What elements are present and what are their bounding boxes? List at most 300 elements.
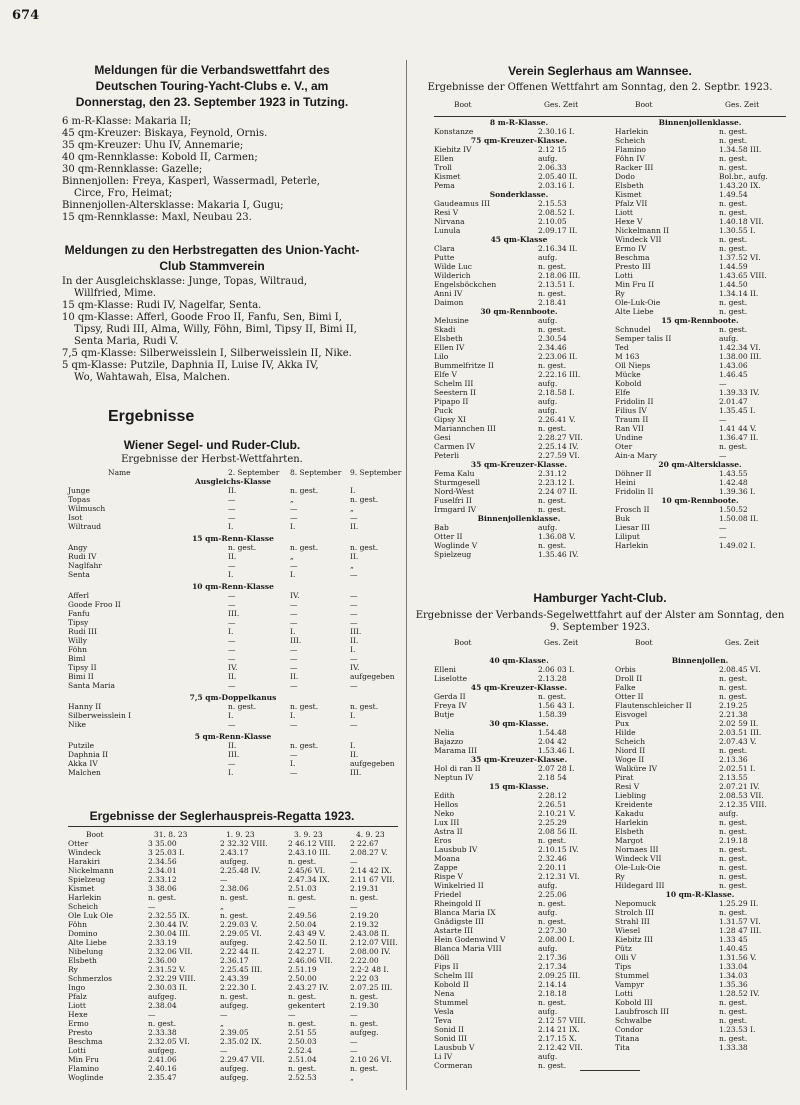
result-cell-2: 2.29.47 VII. xyxy=(220,1055,265,1064)
table-row xyxy=(615,244,787,253)
result-cell-1: n. gest. xyxy=(719,127,748,136)
table-row xyxy=(434,271,604,280)
result-cell-0: Oll Nieps xyxy=(615,361,651,370)
result-cell-1: 2.18.41 xyxy=(538,298,567,307)
result-cell-0: Windeck xyxy=(68,848,101,857)
table-row xyxy=(615,181,787,190)
table-row xyxy=(68,681,398,690)
result-cell-4: 2.22 03 xyxy=(350,974,379,983)
result-cell-1: 2.19.18 xyxy=(719,836,748,845)
result-cell-3: 2.50.03 xyxy=(288,1037,317,1046)
table-row xyxy=(615,424,787,433)
table-row xyxy=(434,325,604,334)
result-cell-3: II. xyxy=(350,522,359,531)
table-row xyxy=(434,998,604,1007)
table-row xyxy=(434,145,604,154)
header-spacer xyxy=(434,647,604,656)
column-header-1: Ges. Zeit xyxy=(725,638,760,647)
class-heading: Binnenjollenklasse. xyxy=(477,514,561,523)
result-cell-0: Kobold II xyxy=(434,980,469,989)
result-cell-2: IV. xyxy=(290,591,300,600)
class-heading: 15 qm-Klasse. xyxy=(489,782,549,791)
table-row xyxy=(68,504,398,513)
result-cell-0: Moana xyxy=(434,854,460,863)
result-cell-1: aufg. xyxy=(538,908,558,917)
result-cell-2: „ xyxy=(290,552,294,561)
result-cell-0: Schelm III xyxy=(434,379,474,388)
result-cell-0: Nornaes III xyxy=(615,845,659,854)
result-cell-4: 2.19.31 xyxy=(350,884,379,893)
table-row xyxy=(434,442,604,451)
table-row xyxy=(434,289,604,298)
result-cell-0: Tipsy II xyxy=(68,663,97,672)
result-cell-1: aufg. xyxy=(538,154,558,163)
result-cell-1: n. gest. xyxy=(719,1034,748,1043)
result-cell-2: — xyxy=(290,645,298,654)
class-heading: 35 qm-Kreuzer-Klasse. xyxy=(470,755,568,764)
table-row xyxy=(615,944,787,953)
result-cell-1: I. xyxy=(228,522,234,531)
result-cell-1: 1.35.45 I. xyxy=(719,406,756,415)
class-heading: Binnenjollen. xyxy=(671,656,729,665)
table-row xyxy=(615,953,787,962)
uyc-entries xyxy=(62,276,357,384)
result-cell-1: 1.34.58 III. xyxy=(719,145,762,154)
result-cell-1: — xyxy=(228,654,236,663)
result-cell-0: Nena xyxy=(434,989,455,998)
table-row xyxy=(434,989,604,998)
result-cell-1: n. gest. xyxy=(538,1061,567,1070)
class-heading: 45 qm-Klasse xyxy=(490,235,548,244)
result-cell-3: n. gest. xyxy=(350,702,379,711)
table-row xyxy=(434,181,604,190)
result-cell-0: Nike xyxy=(68,720,86,729)
result-cell-2: 2.43.17 xyxy=(220,848,249,857)
result-cell-0: Fridolin II xyxy=(615,487,654,496)
result-cell-1: 2.13.28 xyxy=(538,674,567,683)
result-cell-0: Nickelmann II xyxy=(615,226,670,235)
result-cell-1: 2.13.55 xyxy=(719,773,748,782)
result-cell-2: — xyxy=(290,663,298,672)
table-row xyxy=(615,487,787,496)
table-row xyxy=(615,532,787,541)
table-row xyxy=(615,199,787,208)
table-row xyxy=(615,998,787,1007)
result-cell-1: 2.13.36 xyxy=(719,755,748,764)
table-row xyxy=(434,127,604,136)
result-cell-1: n. gest. xyxy=(719,154,748,163)
table-row xyxy=(68,522,398,531)
result-cell-0: Carmen IV xyxy=(434,442,475,451)
result-cell-1: aufg. xyxy=(538,881,558,890)
wannsee-title: Verein Seglerhaus am Wannsee. xyxy=(508,64,692,78)
result-cell-0: Orbis xyxy=(615,665,636,674)
table-row xyxy=(434,980,604,989)
result-cell-1: 2.08.52 I. xyxy=(538,208,575,217)
table-row xyxy=(615,352,787,361)
table-row xyxy=(68,1046,398,1055)
entry-line: Wo, Wahtawah, Elsa, Malchen. xyxy=(74,372,231,383)
table-row xyxy=(68,965,398,974)
result-cell-0: Elfe V xyxy=(434,370,457,379)
result-cell-1: 2.03.16 I. xyxy=(538,181,575,190)
result-cell-1: 2.32.55 IX. xyxy=(148,911,190,920)
result-cell-3: — xyxy=(350,600,358,609)
result-cell-1: II. xyxy=(228,741,237,750)
result-cell-0: Woglinde V xyxy=(434,541,478,550)
result-cell-2: „ xyxy=(220,902,224,911)
result-cell-3: n. gest. xyxy=(350,543,379,552)
result-cell-1: 3 35.00 xyxy=(148,839,177,848)
result-cell-3: — xyxy=(350,570,358,579)
class-heading: Ausgleichs-Klasse xyxy=(194,477,271,486)
result-cell-0: Ry xyxy=(615,289,625,298)
result-cell-1: 2.30.16 I. xyxy=(538,127,575,136)
result-cell-0: Fips II xyxy=(434,962,459,971)
result-cell-1: 2.34.56 xyxy=(148,857,177,866)
result-cell-0: Neko xyxy=(434,809,455,818)
result-cell-3: I. xyxy=(350,486,356,495)
result-cell-1: 2.12 15 xyxy=(538,145,567,154)
table-row xyxy=(68,902,398,911)
result-cell-0: Pfalz VII xyxy=(615,199,648,208)
result-cell-1: — xyxy=(228,759,236,768)
table-row xyxy=(615,719,787,728)
result-cell-4: — xyxy=(350,1037,358,1046)
result-cell-0: Wilmusch xyxy=(68,504,106,513)
result-cell-0: Schwalbe xyxy=(615,1016,652,1025)
result-cell-1: 2.25.29 xyxy=(538,818,567,827)
result-cell-3: „ xyxy=(350,504,354,513)
result-cell-1: — xyxy=(228,561,236,570)
result-cell-3: — xyxy=(350,681,358,690)
wiener-title: Wiener Segel- und Ruder-Club. xyxy=(123,438,301,452)
result-cell-1: 2.35.47 xyxy=(148,1073,177,1082)
result-cell-0: Ran VII xyxy=(615,424,644,433)
result-cell-3: 2.51.19 xyxy=(288,965,317,974)
wannsee-subtitle: Ergebnisse der Offenen Wettfahrt am Sonntag, den 2. Septbr. 1923. xyxy=(427,82,773,93)
result-cell-0: Döll xyxy=(434,953,450,962)
column-header-0: Boot xyxy=(86,830,104,839)
result-cell-2: 2.36.17 xyxy=(220,956,249,965)
table-row xyxy=(615,791,787,800)
result-cell-0: Mariannchen III xyxy=(434,424,496,433)
result-cell-1: 2.17.15 X. xyxy=(538,1034,577,1043)
result-cell-3: 2.43.10 III. xyxy=(288,848,331,857)
result-cell-1: n. gest. xyxy=(719,199,748,208)
result-cell-1: 2.30.54 xyxy=(538,334,567,343)
result-cell-2: n. gest. xyxy=(220,911,249,920)
table-row xyxy=(615,307,787,316)
result-cell-1: 2.24 07 II. xyxy=(538,487,578,496)
result-cell-1: aufgeg. xyxy=(148,1046,177,1055)
result-cell-0: Rudi III xyxy=(68,627,97,636)
result-cell-0: Junge xyxy=(68,486,90,495)
table-row xyxy=(434,406,604,415)
result-cell-2: „ xyxy=(290,495,294,504)
table-row xyxy=(615,926,787,935)
result-cell-0: Alte Liebe xyxy=(615,307,654,316)
table-row xyxy=(68,938,398,947)
result-cell-1: — xyxy=(719,451,727,460)
result-cell-0: Kakadu xyxy=(615,809,644,818)
result-cell-0: Clara xyxy=(434,244,455,253)
entry-line: Binnenjollen: Freya, Kasperl, Wassermadl, Peterle, xyxy=(62,176,320,187)
result-cell-1: 1.28 47 III. xyxy=(719,926,762,935)
result-cell-0: Hexe xyxy=(68,1010,88,1019)
result-cell-0: Lotti xyxy=(615,989,633,998)
table-row xyxy=(68,672,398,681)
result-cell-1: n. gest. xyxy=(719,845,748,854)
result-cell-1: n. gest. xyxy=(538,361,567,370)
result-cell-0: Otter xyxy=(68,839,89,848)
result-cell-0: Flamino xyxy=(615,145,646,154)
result-cell-2: — xyxy=(290,681,298,690)
result-cell-1: n. gest. xyxy=(719,163,748,172)
result-cell-1: 2.19.25 xyxy=(719,701,748,710)
table-row xyxy=(615,827,787,836)
result-cell-0: Peterli xyxy=(434,451,459,460)
uyc-title: Meldungen zu den Herbstregatten des Union-Yacht-Club Stammverein xyxy=(64,243,360,273)
result-cell-3: II. xyxy=(350,636,359,645)
result-cell-0: Kismet xyxy=(615,190,642,199)
table-row xyxy=(68,974,398,983)
result-cell-1: 2.15.53 xyxy=(538,199,567,208)
result-cell-1: 1.49.54 xyxy=(719,190,748,199)
table-row xyxy=(615,1025,787,1034)
result-cell-1: 2.22.16 III. xyxy=(538,370,581,379)
result-cell-2: n. gest. xyxy=(220,992,249,1001)
table-row xyxy=(68,636,398,645)
class-heading: 45 qm-Kreuzer-Klasse. xyxy=(470,683,568,692)
result-cell-0: Edith xyxy=(434,791,455,800)
result-cell-0: Teva xyxy=(434,1016,452,1025)
result-cell-0: Harlekin xyxy=(615,127,649,136)
result-cell-1: n. gest. xyxy=(148,1019,177,1028)
result-cell-0: Putzile xyxy=(68,741,95,750)
result-cell-4: n. gest. xyxy=(350,1019,379,1028)
result-cell-0: Daimon xyxy=(434,298,464,307)
table-row xyxy=(434,217,604,226)
table-row xyxy=(68,884,398,893)
result-cell-1: 1.53.46 I. xyxy=(538,746,575,755)
entry-line: Willfried, Mime. xyxy=(74,288,157,299)
table-row xyxy=(434,926,604,935)
result-cell-1: n. gest. xyxy=(538,899,567,908)
entry-line: In der Ausgleichsklasse: Junge, Topas, Wiltraud, xyxy=(62,276,308,287)
table-row xyxy=(615,379,787,388)
result-cell-3: aufgegeben xyxy=(350,759,395,768)
result-cell-3: n. gest. xyxy=(288,857,317,866)
table-row xyxy=(434,881,604,890)
result-cell-1: 2.33.38 xyxy=(148,1028,177,1037)
result-cell-0: Hexe V xyxy=(615,217,643,226)
result-cell-4: — xyxy=(350,1010,358,1019)
result-cell-0: Hanny II xyxy=(68,702,102,711)
result-cell-4: 2 22.67 xyxy=(350,839,379,848)
table-row xyxy=(615,800,787,809)
result-cell-0: Sonid II xyxy=(434,1025,464,1034)
table-row xyxy=(615,764,787,773)
result-cell-3: 2.52.4 xyxy=(288,1046,312,1055)
table-row xyxy=(68,1037,398,1046)
table-row xyxy=(434,791,604,800)
table-row xyxy=(68,1010,398,1019)
result-cell-4: „ xyxy=(350,1073,354,1082)
result-cell-1: n. gest. xyxy=(719,872,748,881)
table-row xyxy=(615,406,787,415)
result-cell-2: I. xyxy=(290,759,296,768)
table-row xyxy=(615,235,787,244)
table-row xyxy=(68,759,398,768)
table-row xyxy=(68,983,398,992)
result-cell-1: — xyxy=(719,379,727,388)
result-cell-0: Angy xyxy=(68,543,88,552)
result-cell-1: 1.43.20 IX. xyxy=(719,181,761,190)
table-row xyxy=(434,764,604,773)
result-cell-2: — xyxy=(290,513,298,522)
result-cell-1: n. gest. xyxy=(538,998,567,1007)
result-cell-0: Wilderich xyxy=(434,271,471,280)
result-cell-0: Gerda II xyxy=(434,692,466,701)
table-row xyxy=(434,908,604,917)
result-cell-0: Föhn xyxy=(68,920,87,929)
result-cell-4: 2.10 26 VI. xyxy=(350,1055,392,1064)
table-row xyxy=(68,1064,398,1073)
table-row xyxy=(615,845,787,854)
table-row xyxy=(434,316,604,325)
result-cell-1: 2.31.52 V. xyxy=(148,965,186,974)
result-cell-0: Walküre IV xyxy=(615,764,658,773)
result-cell-0: Seestern II xyxy=(434,388,477,397)
table-row xyxy=(68,561,398,570)
result-cell-1: n. gest. xyxy=(538,692,567,701)
table-row xyxy=(68,750,398,759)
result-cell-3: n. gest. xyxy=(288,893,317,902)
page-number: 674 xyxy=(12,8,40,23)
table-row xyxy=(615,136,787,145)
table-row xyxy=(434,433,604,442)
result-cell-1: 1.50.52 xyxy=(719,505,748,514)
table-row xyxy=(615,854,787,863)
result-cell-3: n. gest. xyxy=(350,495,379,504)
result-cell-1: aufg. xyxy=(538,406,558,415)
result-cell-1: 2.06.33 xyxy=(538,163,567,172)
result-cell-1: 2.36.00 xyxy=(148,956,177,965)
result-cell-0: Laubfrosch III xyxy=(615,1007,670,1016)
table-row xyxy=(615,478,787,487)
result-cell-0: Wiesel xyxy=(615,926,641,935)
result-cell-1: 2.28.27 VII. xyxy=(538,433,583,442)
result-cell-0: Tita xyxy=(615,1043,630,1052)
table-row xyxy=(615,280,787,289)
result-cell-1: 2.27.30 xyxy=(538,926,567,935)
table-row xyxy=(68,720,398,729)
result-cell-2: n. gest. xyxy=(290,702,319,711)
result-cell-4: n. gest. xyxy=(350,992,379,1001)
result-cell-1: 2.21.38 xyxy=(719,710,748,719)
result-cell-0: Resi V xyxy=(615,782,640,791)
class-heading: 15 qm-Renn-Klasse xyxy=(192,534,274,543)
result-cell-1: 1.33.04 xyxy=(719,962,748,971)
result-cell-0: Cormeran xyxy=(434,1061,473,1070)
result-cell-0: Topas xyxy=(68,495,91,504)
result-cell-1: n. gest. xyxy=(719,244,748,253)
table-row xyxy=(615,1007,787,1016)
column-divider xyxy=(406,60,407,1090)
table-row xyxy=(68,600,398,609)
result-cell-1: n. gest. xyxy=(719,298,748,307)
result-cell-1: 2.26.41 V. xyxy=(538,415,576,424)
result-cell-2: — xyxy=(220,1046,228,1055)
result-cell-1: n. gest. xyxy=(719,136,748,145)
result-cell-0: Kreidente xyxy=(615,800,653,809)
result-cell-3: III. xyxy=(350,768,362,777)
table-row xyxy=(434,872,604,881)
column-header-3: 3. 9. 23 xyxy=(294,830,323,839)
table-row xyxy=(434,505,604,514)
table-row xyxy=(615,127,787,136)
result-cell-1: 2.04 42 xyxy=(538,737,567,746)
result-cell-0: Engelsböckchen xyxy=(434,280,497,289)
result-cell-1: 2.33.12 xyxy=(148,875,177,884)
result-cell-1: 1.43.06 xyxy=(719,361,748,370)
result-cell-1: aufgeg. xyxy=(148,992,177,1001)
result-cell-0: Vampyr xyxy=(615,980,644,989)
table-row xyxy=(615,899,787,908)
table-row xyxy=(68,570,398,579)
result-cell-1: 1.50.08 II. xyxy=(719,514,759,523)
result-cell-0: Woglinde xyxy=(68,1073,104,1082)
table-row xyxy=(68,947,398,956)
result-cell-0: Kiebitz III xyxy=(615,935,653,944)
table-row xyxy=(434,1061,604,1070)
result-cell-1: 1.49.02 I. xyxy=(719,541,756,550)
result-cell-0: Fridolin II xyxy=(615,397,654,406)
result-cell-0: Liebling xyxy=(615,791,647,800)
result-cell-0: Nelia xyxy=(434,728,455,737)
result-cell-1: aufg. xyxy=(538,944,558,953)
result-cell-0: Döhner II xyxy=(615,469,652,478)
result-cell-3: gekentert xyxy=(288,1001,326,1010)
result-cell-1: 2.08.00 I. xyxy=(538,935,575,944)
result-cell-3: „ xyxy=(350,561,354,570)
result-cell-3: 2.43.27 IV. xyxy=(288,983,329,992)
result-cell-1: III. xyxy=(228,750,240,759)
table-row xyxy=(615,935,787,944)
result-cell-0: Willy xyxy=(68,636,88,645)
entry-line: Binnenjollen-Altersklasse: Makaria I, Gugu; xyxy=(62,200,284,211)
result-cell-0: Fuselfri II xyxy=(434,496,472,505)
table-row xyxy=(68,893,398,902)
result-cell-0: Ole-Luk-Oie xyxy=(615,298,661,307)
table-row xyxy=(615,962,787,971)
result-cell-0: Niord II xyxy=(615,746,646,755)
result-cell-0: Sturmgesell xyxy=(434,478,481,487)
result-cell-1: 1.43.55 xyxy=(719,469,748,478)
dtyc-entries xyxy=(62,116,320,224)
class-heading: 10 qm-R-Klasse. xyxy=(665,890,735,899)
table-row xyxy=(434,352,604,361)
result-cell-1: 2.38.04 xyxy=(148,1001,177,1010)
result-cell-0: Lotti xyxy=(68,1046,86,1055)
result-cell-1: 2.03.51 III. xyxy=(719,728,762,737)
result-cell-1: 2.10.05 xyxy=(538,217,567,226)
result-cell-4: 2.07.25 III. xyxy=(350,983,393,992)
column-header-2: 1. 9. 23 xyxy=(226,830,255,839)
result-cell-1: — xyxy=(228,645,236,654)
result-cell-4: 2.14 42 IX. xyxy=(350,866,392,875)
